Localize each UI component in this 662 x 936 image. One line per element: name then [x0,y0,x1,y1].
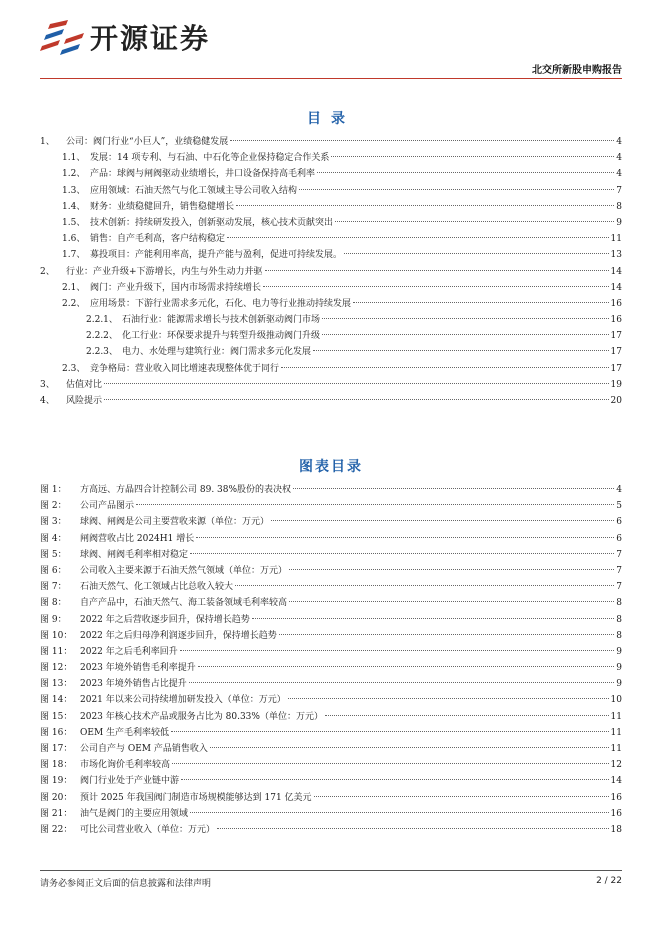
entry-title: 行业：产业升级+下游增长，内生与外生动力并驱 [66,266,263,277]
dot-leader [322,318,609,319]
dot-leader [198,666,614,667]
toc-entry[interactable] [40,377,622,393]
entry-number: 1.5、 [62,217,86,228]
entry-page: 13 [610,250,622,261]
dot-leader [289,601,614,602]
entry-page: 20 [610,396,622,406]
dot-leader [235,585,614,586]
entry-page: 16 [610,315,622,326]
entry-number: 图 3： [40,517,67,528]
entry-number: 2.1、 [62,282,86,293]
entry-page: 7 [616,549,622,560]
toc-entry[interactable] [40,361,622,377]
report-type-label: 北交所新股申购报告 [532,65,622,76]
dot-leader [331,156,614,157]
figure-entry[interactable] [40,709,622,725]
entry-page: 7 [616,185,622,196]
entry-title: OEM 生产毛利率较低 [80,727,170,738]
entry-title: 竞争格局：营业收入同比增速表现整体优于同行 [90,363,280,374]
figure-entry[interactable] [40,660,622,676]
entry-title: 技术创新：持续研发投入，创新驱动发展，核心技术贡献突出 [90,217,334,228]
entry-title: 财务：业绩稳健回升，销售稳健增长 [90,201,235,212]
toc-entry[interactable] [40,134,622,150]
header-divider [40,78,622,79]
entry-title: 发展：14 项专利、与石油、中石化等企业保持稳定合作关系 [90,153,330,164]
entry-page: 14 [610,776,622,787]
dot-leader [288,698,609,699]
toc-entry[interactable] [40,296,622,312]
figure-entry[interactable] [40,692,622,708]
figure-entry[interactable] [40,628,622,644]
entry-page: 19 [610,379,622,390]
entry-page: 14 [610,282,622,293]
entry-number: 图 18： [40,760,73,771]
entry-title: 2022 年之后归母净利润逐步回升，保持增长趋势 [80,630,277,641]
entry-number: 2.2、 [62,298,86,309]
dot-leader [353,302,609,303]
entry-number: 图 14： [40,695,73,706]
entry-page: 9 [616,646,622,657]
entry-title: 可比公司营业收入（单位：万元） [80,824,216,835]
list-of-figures [40,482,622,838]
entry-page: 16 [610,808,622,819]
entry-title: 2021 年以来公司持续增加研发投入（单位：万元） [80,695,286,706]
entry-number: 图 6： [40,565,67,576]
dot-leader [317,172,614,173]
entry-number: 1、 [40,137,55,147]
entry-number: 图 7： [40,582,67,593]
dot-leader [181,779,609,780]
entry-page: 9 [616,217,622,228]
dot-leader [171,731,609,732]
toc-entry[interactable] [40,231,622,247]
dot-leader [180,650,615,651]
toc-entry[interactable] [40,264,622,280]
entry-number: 图 15： [40,711,73,722]
figure-entry[interactable] [40,676,622,692]
entry-title: 应用领域：石油天然气与化工领域主导公司收入结构 [90,185,298,196]
toc-entry[interactable] [40,344,622,360]
entry-page: 8 [616,201,622,212]
entry-number: 2.2.1、 [86,315,118,326]
entry-number: 图 12： [40,663,73,674]
entry-number: 1.4、 [62,201,86,212]
entry-number: 图 16： [40,727,73,738]
entry-title: 市场化询价毛利率较高 [80,760,171,771]
entry-title: 阀门行业处于产业链中游 [80,776,180,787]
entry-number: 2.3、 [62,363,86,374]
entry-title: 预计 2025 年我国阀门制造市场规模能够达到 171 亿美元 [80,792,312,803]
dot-leader [293,488,614,489]
dot-leader [136,504,614,505]
entry-title: 2022 年之后毛利率回升 [80,646,178,657]
entry-number: 图 22： [40,824,73,835]
entry-page: 9 [616,663,622,674]
dot-leader [104,383,609,384]
entry-number: 图 2： [40,501,67,512]
entry-page: 17 [610,347,622,358]
figure-entry[interactable] [40,773,622,789]
dot-leader [190,812,609,813]
dot-leader [271,520,614,521]
entry-page: 18 [610,824,622,835]
entry-number: 4、 [40,396,55,406]
entry-page: 16 [610,792,622,803]
entry-page: 8 [616,630,622,641]
dot-leader [281,367,609,368]
dot-leader [230,140,614,141]
entry-page: 7 [616,565,622,576]
entry-number: 2、 [40,266,55,277]
dot-leader [190,553,614,554]
dot-leader [104,399,609,400]
toc-entry[interactable] [40,150,622,166]
entry-page: 8 [616,614,622,625]
figure-entry[interactable] [40,547,622,563]
entry-number: 2.2.3、 [86,347,118,358]
entry-number: 图 4： [40,533,67,544]
dot-leader [210,747,609,748]
figure-entry[interactable] [40,822,622,838]
entry-number: 图 13： [40,679,73,690]
figure-entry[interactable] [40,612,622,628]
entry-page: 4 [616,137,622,147]
entry-page: 9 [616,679,622,690]
entry-page: 17 [610,363,622,374]
toc-entry[interactable] [40,328,622,344]
toc-entry[interactable] [40,280,622,296]
dot-leader [227,237,609,238]
entry-title: 产品：球阀与闸阀驱动业绩增长，井口设备保持高毛利率 [90,169,316,180]
entry-number: 图 21： [40,808,73,819]
entry-page: 11 [610,727,622,738]
figure-entry[interactable] [40,757,622,773]
entry-title: 闸阀营收占比 2024H1 增长 [80,533,195,544]
entry-page: 11 [610,744,622,754]
entry-page: 8 [616,598,622,609]
entry-number: 图 19： [40,776,73,787]
entry-title: 化工行业：环保要求提升与转型升级推动阀门升级 [122,331,321,342]
entry-title: 2023 年核心技术产品或服务占比为 80.33%（单位：万元） [80,711,323,722]
dot-leader [196,537,614,538]
entry-title: 油气是阀门的主要应用领域 [80,808,189,819]
entry-number: 图 17： [40,744,73,754]
entry-number: 2.2.2、 [86,331,118,342]
entry-page: 14 [610,266,622,277]
entry-number: 1.7、 [62,250,86,261]
figure-entry[interactable] [40,725,622,741]
dot-leader [217,828,609,829]
dot-leader [325,715,609,716]
entry-page: 4 [616,169,622,180]
entry-page: 6 [616,517,622,528]
dot-leader [289,569,614,570]
entry-number: 1.1、 [62,153,86,164]
entry-page: 17 [610,331,622,342]
figure-entry[interactable] [40,531,622,547]
entry-page: 7 [616,582,622,593]
figure-entry[interactable] [40,741,622,757]
dot-leader [189,682,614,683]
entry-title: 募投项目：产能利用率高，提升产能与盈利，促进可持续发展。 [90,250,343,261]
entry-title: 石油天然气、化工领域占比总收入较大 [80,582,234,593]
dot-leader [313,350,609,351]
footer-divider [40,870,622,871]
figure-entry[interactable] [40,644,622,660]
entry-number: 1.2、 [62,169,86,180]
dot-leader [172,763,609,764]
figure-entry[interactable] [40,806,622,822]
entry-title: 球阀、闸阀是公司主要营收来源（单位：万元） [80,517,270,528]
brand-logo-icon [40,20,86,58]
figure-entry[interactable] [40,482,622,498]
entry-title: 估值对比 [66,379,103,390]
entry-number: 图 1： [40,485,67,495]
table-of-contents [40,134,622,409]
toc-entry[interactable] [40,183,622,199]
figure-entry[interactable] [40,563,622,579]
entry-page: 5 [616,501,622,512]
toc-entry[interactable] [40,247,622,263]
dot-leader [263,286,609,287]
entry-title: 2022 年之后营收逐步回升，保持增长趋势 [80,614,250,625]
entry-number: 1.3、 [62,185,86,196]
dot-leader [299,189,614,190]
entry-title: 公司收入主要来源于石油天然气领域（单位：万元） [80,565,288,576]
toc-entry[interactable] [40,312,622,328]
entry-title: 2023 年境外销售占比提升 [80,679,187,690]
page-header [0,0,662,80]
figure-entry[interactable] [40,595,622,611]
entry-title: 阀门：产业升级下，国内市场需求持续增长 [90,282,262,293]
entry-page: 16 [610,298,622,309]
figure-entry[interactable] [40,790,622,806]
dot-leader [279,634,614,635]
entry-page: 11 [610,711,622,722]
entry-title: 销售：自产毛利高，客户结构稳定 [90,234,226,245]
entry-page: 6 [616,533,622,544]
entry-page: 11 [610,234,622,245]
entry-page: 4 [616,153,622,164]
entry-title: 公司自产与 OEM 产品销售收入 [80,744,208,754]
entry-number: 图 10： [40,630,73,641]
page-number: 2 / 22 [596,876,622,886]
figures-title: 图表目录 [299,459,363,475]
toc-title: 目录 [307,111,355,127]
entry-title: 公司产品图示 [80,501,135,512]
dot-leader [236,205,614,206]
entry-title: 风险提示 [66,396,103,406]
entry-page: 12 [610,760,622,771]
toc-entry[interactable] [40,166,622,182]
figure-entry[interactable] [40,579,622,595]
figure-entry[interactable] [40,514,622,530]
entry-number: 1.6、 [62,234,86,245]
dot-leader [252,618,614,619]
entry-number: 图 5： [40,549,67,560]
entry-number: 图 9： [40,614,67,625]
entry-page: 10 [610,695,622,706]
entry-number: 图 11： [40,646,73,657]
dot-leader [314,796,609,797]
brand-name: 开源证券 [90,22,211,55]
dot-leader [265,270,609,271]
dot-leader [344,253,609,254]
entry-title: 方高远、方晶四合计控制公司 89. 38%股份的表决权 [80,485,292,495]
footer-disclaimer: 请务必参阅正文后面的信息披露和法律声明 [40,879,212,889]
entry-number: 图 8： [40,598,67,609]
entry-number: 图 20： [40,792,73,803]
toc-entry[interactable] [40,393,622,409]
entry-title: 公司：阀门行业“小巨人”，业绩稳健发展 [66,137,229,147]
toc-entry[interactable] [40,215,622,231]
entry-title: 球阀、闸阀毛利率相对稳定 [80,549,189,560]
entry-title: 石油行业：能源需求增长与技术创新驱动阀门市场 [122,315,321,326]
figure-entry[interactable] [40,498,622,514]
dot-leader [335,221,614,222]
entry-page: 4 [616,485,622,495]
entry-title: 自产产品中，石油天然气、海工装备领域毛利率较高 [80,598,288,609]
entry-title: 2023 年境外销售毛利率提升 [80,663,196,674]
entry-number: 3、 [40,379,55,390]
toc-entry[interactable] [40,199,622,215]
entry-title: 应用场景：下游行业需求多元化，石化、电力等行业推动持续发展 [90,298,352,309]
dot-leader [322,334,609,335]
entry-title: 电力、水处理与建筑行业：阀门需求多元化发展 [122,347,312,358]
